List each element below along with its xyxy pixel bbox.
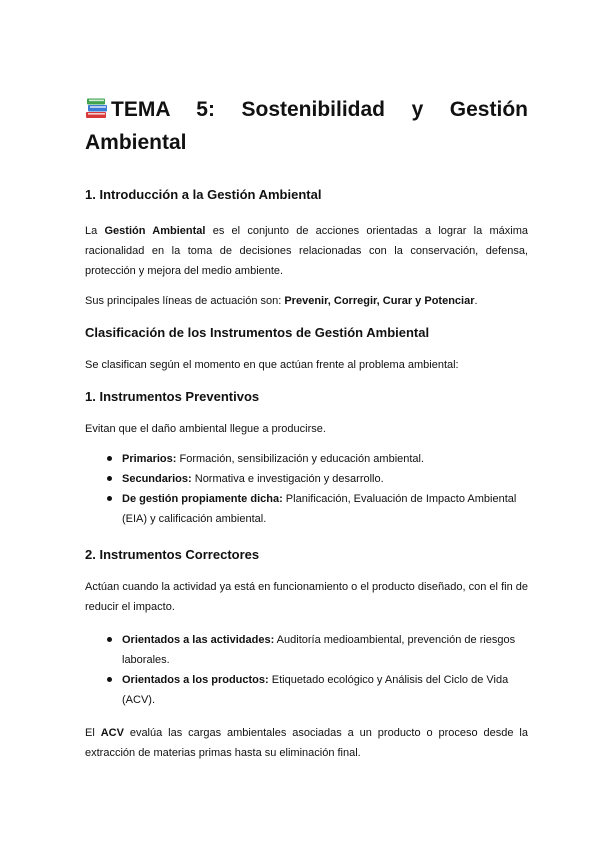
list-item-text: Auditoría medioambiental, prevención de riesgos laborales.: [122, 634, 516, 666]
title-word: 5:: [196, 98, 215, 121]
list-item-term: Orientados a las actividades:: [122, 634, 275, 646]
bullet-icon: [107, 496, 112, 501]
list-item-text: Normativa e investigación y desarrollo.: [191, 473, 384, 485]
bullet-icon: [107, 677, 112, 682]
title-word: y: [411, 98, 424, 121]
list-item-text: Formación, sensibilización y educación ambiental.: [176, 453, 425, 465]
list-item-term: Primarios:: [122, 453, 177, 465]
text-run: .: [474, 295, 478, 307]
paragraph-acv: [85, 723, 528, 763]
section-heading-correctores: 2. Instrumentos Correctores: [85, 547, 260, 562]
list-item: [85, 630, 528, 670]
paragraph-correctores-intro: Actúan cuando la actividad ya está en funcionamiento o el producto diseñado, con el fin de reducir el impacto.: [85, 581, 528, 613]
list-item-text: Planificación, Evaluación de Impacto Ambiental (EIA) y calificación ambiental.: [122, 493, 517, 525]
text-run: La: [85, 225, 105, 237]
list-preventivos: [85, 449, 528, 529]
document-content: [85, 93, 528, 763]
paragraph-definicion: [85, 221, 528, 281]
document-title-line2: Ambiental: [85, 131, 187, 154]
section-heading-introduccion: 1. Introducción a la Gestión Ambiental: [85, 187, 322, 202]
paragraph-clasificacion-intro: Se clasifican según el momento en que actúan frente al problema ambiental:: [85, 359, 459, 371]
list-item: [85, 670, 528, 710]
section-heading-clasificacion: Clasificación de los Instrumentos de Gestión Ambiental: [85, 325, 430, 340]
text-run: evalúa las cargas ambientales asociadas a un producto o proceso desde la extracción de materias primas hasta su eliminación final.: [85, 727, 528, 759]
paragraph-preventivos-intro: Evitan que el daño ambiental llegue a producirse.: [85, 423, 326, 435]
title-word: TEMA: [111, 98, 170, 121]
bullet-icon: [107, 637, 112, 642]
bullet-icon: [107, 476, 112, 481]
list-item: [85, 469, 528, 489]
list-item-term: De gestión propiamente dicha:: [122, 493, 283, 505]
books-icon: [85, 96, 109, 118]
bold-term: Gestión Ambiental: [104, 225, 206, 237]
list-item: [85, 489, 528, 529]
text-run: es el conjunto de acciones orientadas a lograr la máxima racionalidad en la toma de decisiones relacionadas con la conservación, defensa, protección y mejora del medio ambiente.: [85, 225, 528, 277]
title-word: Sostenibilidad: [241, 98, 386, 121]
document-title: [85, 93, 528, 126]
list-item-term: Secundarios:: [122, 473, 192, 485]
bullet-icon: [107, 456, 112, 461]
list-correctores: [85, 630, 528, 710]
text-run: Sus principales líneas de actuación son:: [85, 295, 285, 307]
bold-term: Prevenir, Corregir, Curar y Potenciar: [284, 295, 475, 307]
list-item-text: Etiquetado ecológico y Análisis del Ciclo de Vida (ACV).: [122, 674, 509, 706]
title-word: Gestión: [449, 98, 528, 121]
section-heading-preventivos: 1. Instrumentos Preventivos: [85, 389, 260, 404]
list-item-term: Orientados a los productos:: [122, 674, 269, 686]
list-item: [85, 449, 528, 469]
paragraph-lineas-actuacion: [85, 291, 528, 311]
text-run: El: [85, 727, 101, 739]
bold-term: ACV: [100, 727, 124, 739]
